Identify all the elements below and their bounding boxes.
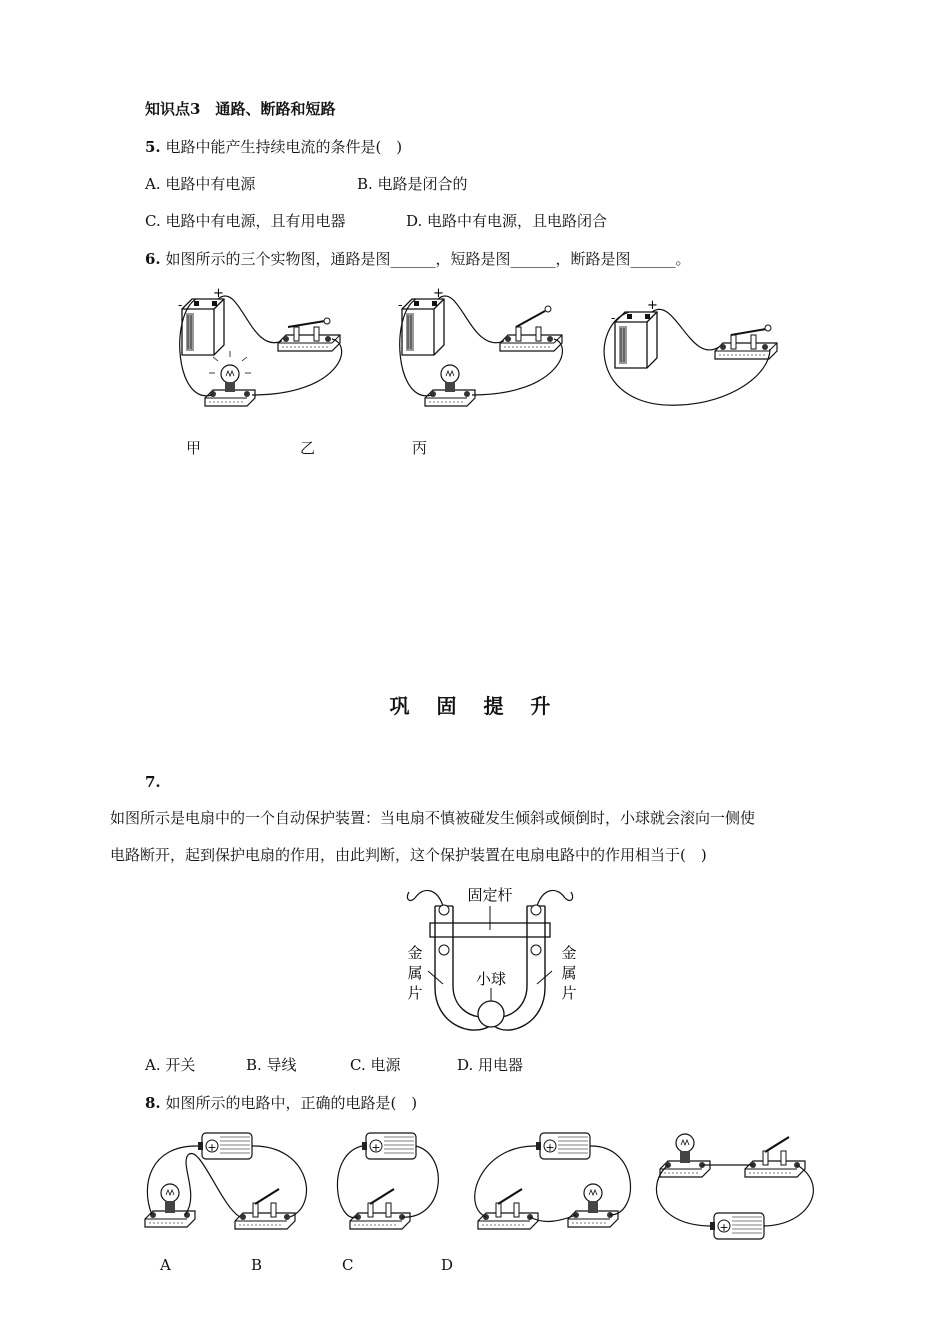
circuit-bing (604, 298, 777, 405)
svg-text:-: - (398, 298, 403, 312)
svg-text:+: + (371, 1141, 381, 1154)
circuit-a (145, 1133, 306, 1229)
svg-text:金: 金 (407, 944, 423, 962)
svg-text:-: - (611, 311, 616, 325)
svg-text:片: 片 (561, 984, 577, 1002)
circuit-yi (398, 286, 562, 406)
circuit-jia (178, 286, 342, 406)
q7-option-a[interactable]: A. 开关 (145, 1056, 196, 1074)
circuit-b (337, 1133, 438, 1229)
q8-caption-c: C (342, 1256, 354, 1274)
svg-text:属: 属 (561, 964, 577, 982)
svg-text:片: 片 (407, 984, 423, 1002)
q7-option-b[interactable]: B. 导线 (246, 1056, 297, 1074)
q5-option-a[interactable]: A. 电路中有电源 (145, 175, 256, 193)
svg-text:-: - (178, 298, 183, 312)
question-7-stem-line1: 如图所示是电扇中的一个自动保护装置：当电扇不慎被碰发生倾斜或倾倒时，小球就会滚向一侧使 (110, 809, 756, 827)
question-number: 5. (145, 138, 161, 156)
question-number: 6. (145, 250, 161, 268)
question-number: 8. (145, 1094, 161, 1112)
section-title: 巩 固 提 升 (389, 694, 561, 718)
q5-option-b[interactable]: B. 电路是闭合的 (357, 175, 468, 193)
q7-protection-device-figure (395, 878, 605, 1053)
q8-caption-d: D (441, 1256, 454, 1274)
q5-option-d[interactable]: D. 电路中有电源，且电路闭合 (406, 212, 608, 230)
q8-caption-b: B (251, 1256, 263, 1274)
q7-option-d[interactable]: D. 用电器 (457, 1056, 524, 1074)
question-6 (145, 249, 690, 269)
svg-text:属: 属 (407, 964, 423, 982)
question-stem: 电路中能产生持续电流的条件是( ) (165, 138, 403, 156)
svg-text:+: + (433, 286, 444, 301)
question-7-stem-line2: 电路断开，起到保护电扇的作用，由此判断，这个保护装置在电扇电路中的作用相当于( ) (110, 846, 707, 864)
svg-text:+: + (647, 298, 658, 313)
svg-text:金: 金 (561, 944, 577, 962)
question-5 (145, 137, 402, 157)
q6-caption-jia: 甲 (186, 439, 202, 457)
question-stem: 如图所示的电路中，正确的电路是( ) (165, 1094, 418, 1112)
question-stem: 如图所示的三个实物图，通路是图______，短路是图______，断路是图______。 (165, 250, 691, 268)
question-8 (145, 1093, 417, 1113)
svg-text:+: + (719, 1221, 729, 1234)
circuit-d (656, 1134, 813, 1239)
q7-option-c[interactable]: C. 电源 (350, 1056, 401, 1074)
q6-circuit-figure (170, 285, 810, 425)
q8-circuits-figure (140, 1125, 830, 1245)
q5-option-c[interactable]: C. 电路中有电源，且有用电器 (145, 212, 346, 230)
svg-text:+: + (213, 286, 224, 301)
label-ball: 小球 (475, 970, 507, 988)
circuit-c (475, 1133, 631, 1229)
section-heading: 知识点3 通路、断路和短路 (145, 100, 336, 118)
label-fixed-rod: 固定杆 (467, 886, 513, 904)
q6-caption-bing: 丙 (412, 439, 428, 457)
q6-caption-yi: 乙 (300, 439, 316, 457)
svg-text:+: + (207, 1141, 217, 1154)
question-number: 7. (145, 773, 161, 791)
svg-text:+: + (545, 1141, 555, 1154)
q8-caption-a: A (160, 1256, 171, 1274)
